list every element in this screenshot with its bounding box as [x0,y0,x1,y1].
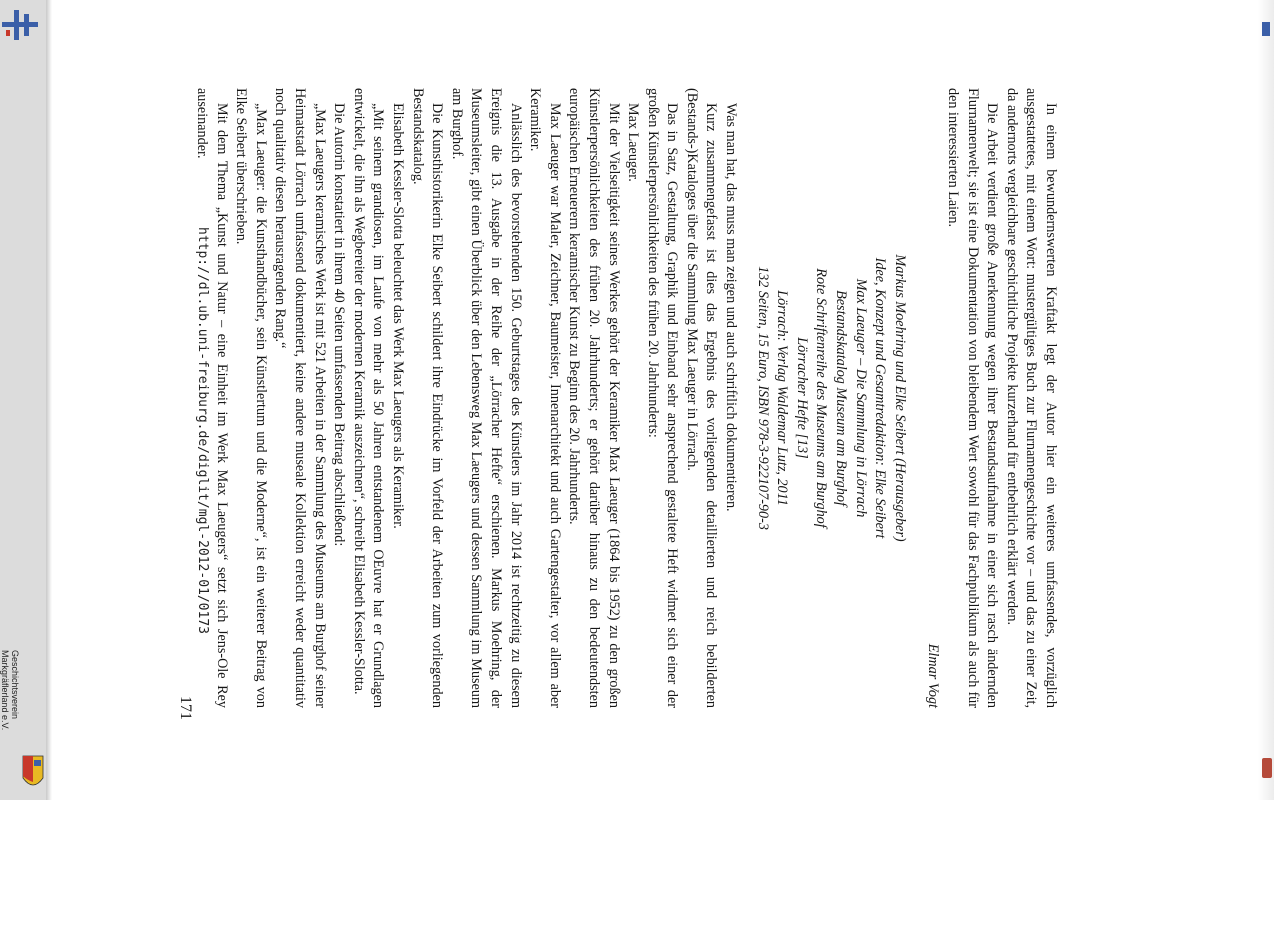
biblio-line: Max Laeuger – Die Sammlung in Lörrach [852,278,869,518]
review-signature: Elmar Vogt [925,643,942,708]
paragraph: In einem bewundernswerten Kraftakt legt der Autor hier ein weiteres umfassendes, vorzüglich ausgestattetes, mit einem Wort: mustergültiges Buch zur Flurnamengeschichte vor – und das zu einer Zeit, da andernorts vergleichbare geschichtliche Projekte kurzerhand für entbehrlich erklärt werden. [1003,88,1059,708]
rotated-page [177,88,1060,720]
biblio-line: Bestandskatalog Museum am Burghof [833,290,850,506]
bibliography-block [752,88,909,708]
ub-freiburg-logo-icon [2,10,38,40]
biblio-line: Lörracher Hefte [13] [793,337,810,459]
paragraph: Kurz zusammengefasst ist dies das Ergebnis des vorliegenden detaillierten und reich bebilderten (Bestands-)Kataloges über die Sammlung Max Laeuger in Lörrach. [683,88,720,708]
paragraph: Elisabeth Kessler-Slotta beleuchtet das Werk Max Laeugers als Keramiker. [390,103,406,529]
paragraph: Anlässlich des bevorstehenden 150. Geburtstages des Künstlers im Jahr 2014 ist rechtzeitig zu diesem Ereignis die 13. Ausgabe in der Reihe der „Lörracher Hefte“ erschienen. Markus Moehring, der Museumsleiter, gibt einen Überblick über den Lebensweg Max Laeugers und dessen Sammlung im Museum am Burghof. [448,88,524,708]
page-number: 171 [177,696,194,720]
paragraph: „Mit seinem grandiosen, im Laufe von mehr als 50 Jahren entstandenem OEuvre hat er Grundlagen entwickelt, die ihn als Wegbereiter der modernen Keramik auszeichnen“, schreibt Elisabeth Kessler-Slotta. [350,88,387,708]
paragraph: „Max Laeuger: die Kunsthandbücher, sein Künstlertum und die Moderne“, ist ein weiterer Beitrag von Elke Seibert überschrieben. [233,88,269,708]
publisher-line-2: Markgräflerland e.V. [0,650,10,731]
paragraph: „Max Laeugers keramisches Werk ist mit 521 Arbeiten in der Sammlung des Museums am Burghof seiner Heimatstadt Lörrach umfassend dokumentiert, keine andere museale Kollektion erreicht weder quantitativ noch qualitativ diesen herausragenden Rang.“ [272,88,328,708]
biblio-line: Rote Schriftenreihe des Museums am Burghof [813,268,830,528]
edge-crest-icon [1262,758,1272,778]
paragraph: Mit dem Thema „Kunst und Natur – eine Einheit im Werk Max Laeugers“ setzt sich Jens-Ole Rey auseinander. [194,88,230,708]
paragraph: Die Arbeit verdient große Anerkennung wegen ihrer Bestandsaufnahme in einer sich rasch ändernden Flurnamenwelt; sie ist eine Dokumentation von bleibendem Wert sowohl für das Fachpublikum als auch für den interessierten Laien. [945,88,1001,708]
paragraph: Was man hat, das muss man zeigen und auch schriftlich dokumentieren. [723,103,740,512]
publisher-line-1: Geschichtsverein [10,650,20,720]
biblio-line: Markus Moehring und Elke Seibert (Herausgeber) [891,254,908,542]
paragraph: Die Autorin konstatiert in ihrem 40 Seiten umfassenden Beitrag abschließend: [331,103,348,547]
paragraph: Max Laeuger. [625,103,642,182]
publisher-label [0,650,20,800]
biblio-line: Idee, Konzept und Gesamtredaktion: Elke Seibert [872,257,889,539]
paragraph: Mit der Vielseitigkeit seines Werkes gehört der Keramiker Max Laeuger (1864 bis 1952) zu den großen Künstlerpersönlichkeiten des frühen 20. Jahrhunderts; er gehört darüber hinaus zu den bedeutendsten europäischen Erneuerern keramischer Kunst zu Beginn des 20. Jahrhunderts. [566,88,622,708]
next-page-edge [1258,0,1274,800]
paragraph: Max Laeuger war Maler, Zeichner, Baumeister, Innenarchitekt und auch Gartengestalter, vor allem aber Keramiker. [527,88,563,708]
sidebar-shadow [46,0,52,800]
paragraph: Die Kunsthistorikerin Elke Seibert schildert ihre Eindrücke im Vorfeld der Arbeiten zum vorliegenden Bestandskatalog. [409,88,446,708]
paragraph: Das in Satz, Gestaltung, Graphik und Einband sehr ansprechend gestaltete Heft widmet sich einer der großen Künstlerpersönlichkeiten des frühen 20. Jahrhunderts: [644,88,681,708]
biblio-line: 132 Seiten, 15 Euro, ISBN 978-3-922107-90-3 [754,266,771,530]
edge-logo-icon [1262,22,1270,36]
crest-icon [22,752,44,796]
document-url[interactable]: http://dl.ub.uni-freiburg.de/diglit/mgl-2012-01/0173 [195,227,210,634]
biblio-line: Lörrach: Verlag Waldemar Lutz, 2011 [774,290,791,506]
